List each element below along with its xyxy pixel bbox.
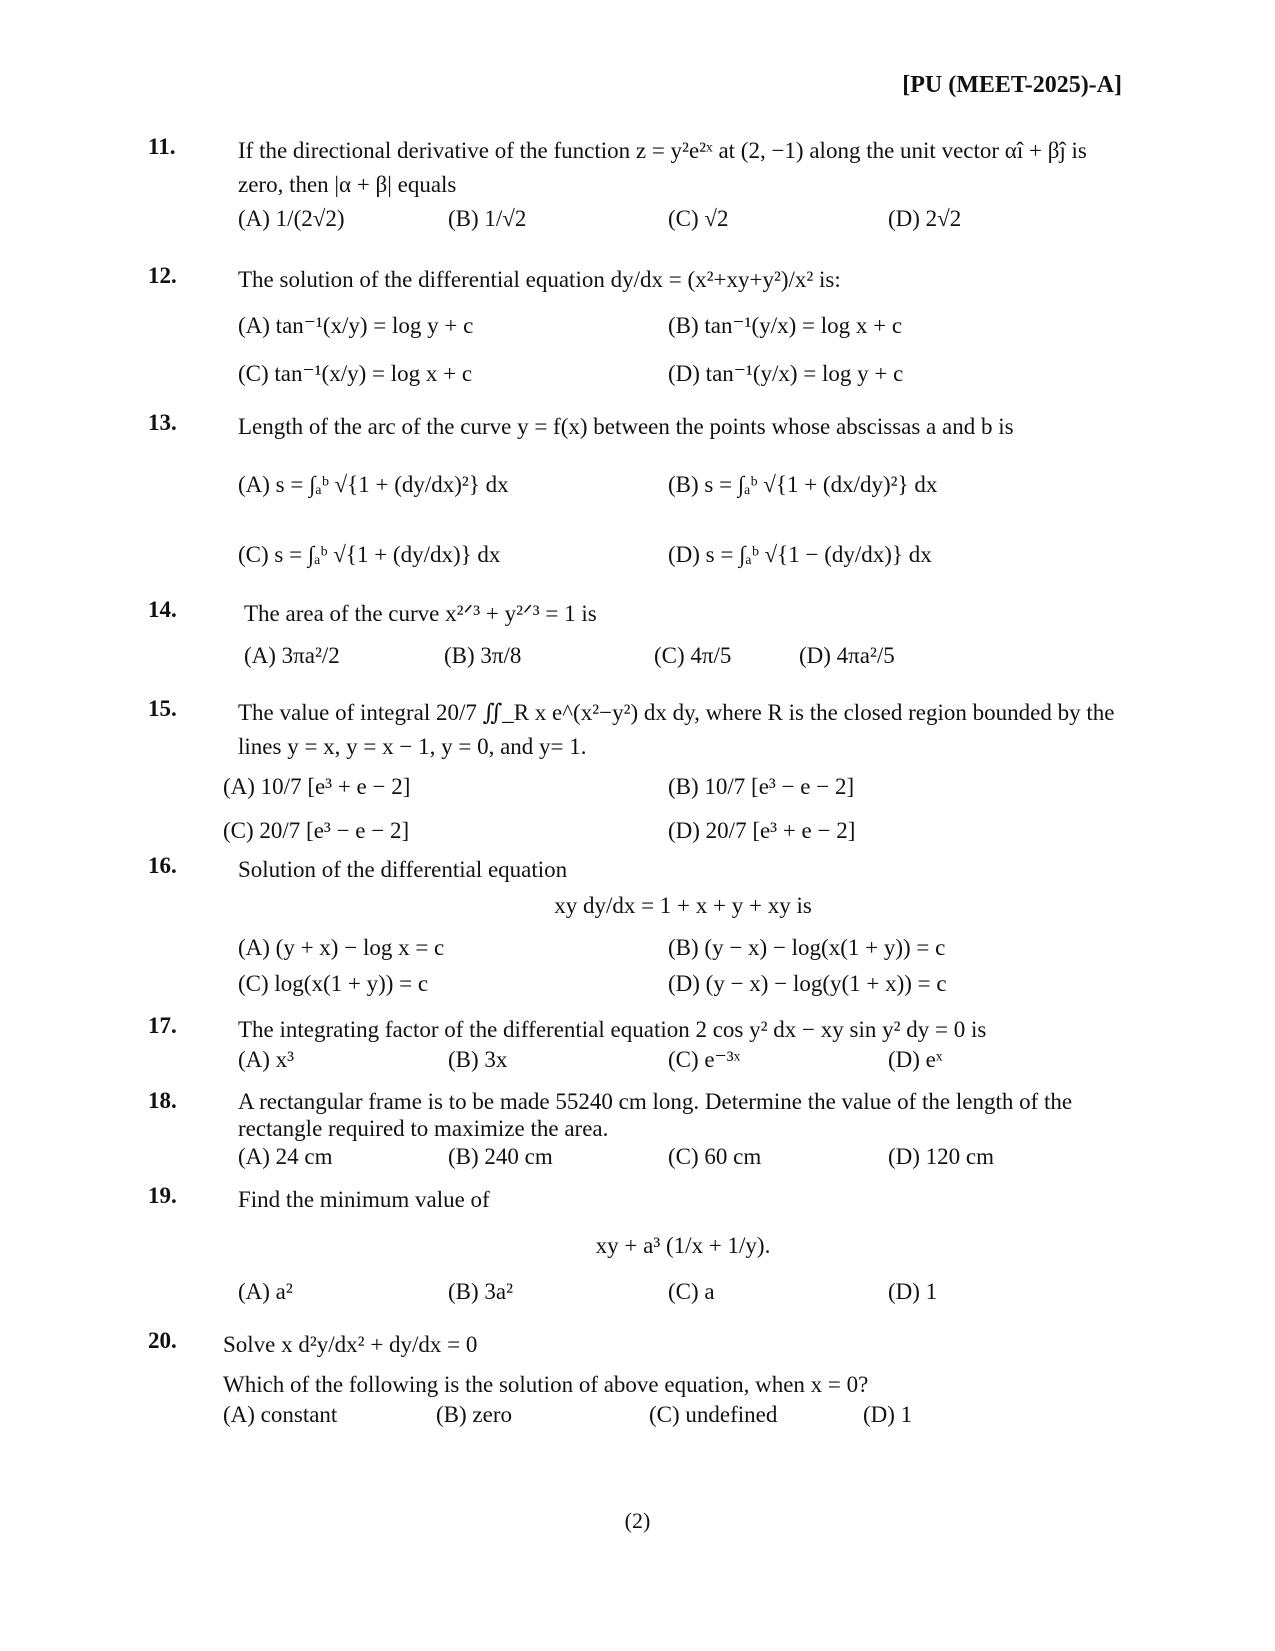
question-text: The solution of the differential equation dy/dx = (x²+xy+y²)/x² is:	[238, 267, 841, 292]
question-text: The area of the curve x²ᐟ³ + y²ᐟ³ = 1 is	[244, 601, 597, 626]
option-b[interactable]: (B) 1/√2	[448, 206, 527, 231]
option-d[interactable]: (D) 120 cm	[888, 1144, 995, 1169]
option-c[interactable]: (C) 60 cm	[668, 1144, 762, 1169]
question-number: 13.	[148, 410, 177, 435]
option-b[interactable]: (B) 10/7 [e³ − e − 2]	[668, 774, 855, 799]
option-c[interactable]: (C) 20/7 [e³ − e − 2]	[223, 818, 410, 843]
question-text: A rectangular frame is to be made 55240 cm long. Determine the value of the length of the rectangle required to maximize the area.	[238, 1089, 1073, 1141]
option-b[interactable]: (B) (y − x) − log(x(1 + y)) = c	[668, 935, 946, 960]
option-a[interactable]: (A) 1/(2√2)	[238, 206, 345, 231]
option-b[interactable]: (B) 3x	[448, 1047, 508, 1072]
question-text: Solve x d²y/dx² + dy/dx = 0	[223, 1332, 478, 1357]
page-number: (2)	[624, 1508, 651, 1533]
question-number: 11.	[148, 134, 176, 159]
paper-code-header: [PU (MEET-2025)-A]	[902, 72, 1122, 98]
option-d[interactable]: (D) s = ∫ₐᵇ √{1 − (dy/dx)} dx	[668, 542, 932, 567]
option-c[interactable]: (C) √2	[668, 206, 729, 231]
question-text: If the directional derivative of the function z = y²e²ˣ at (2, −1) along the unit vector αî + βĵ is zero, then |α + β| equals	[238, 138, 1087, 197]
question-number: 15.	[148, 696, 177, 721]
question-text: The integrating factor of the differential equation 2 cos y² dx − xy sin y² dy = 0 is	[238, 1017, 987, 1042]
question-text: Find the minimum value of	[238, 1187, 490, 1212]
option-c[interactable]: (C) a	[668, 1279, 715, 1304]
option-c[interactable]: (C) 4π/5	[654, 643, 732, 668]
option-a[interactable]: (A) constant	[223, 1402, 338, 1427]
option-b[interactable]: (B) 3a²	[448, 1279, 514, 1304]
option-a[interactable]: (A) 10/7 [e³ + e − 2]	[223, 774, 411, 799]
option-d[interactable]: (D) 4πa²/5	[799, 643, 895, 668]
question-subtext: Which of the following is the solution of above equation, when x = 0?	[223, 1372, 869, 1397]
question-number: 18.	[148, 1088, 177, 1113]
question-text: Length of the arc of the curve y = f(x) between the points whose abscissas a and b is	[238, 414, 1014, 439]
option-d[interactable]: (D) 1	[863, 1402, 913, 1427]
option-d[interactable]: (D) 2√2	[888, 206, 962, 231]
option-d[interactable]: (D) eˣ	[888, 1047, 943, 1072]
question-number: 20.	[148, 1328, 177, 1353]
option-a[interactable]: (A) 3πa²/2	[244, 643, 340, 668]
question-text: Solution of the differential equation	[238, 857, 568, 882]
option-d[interactable]: (D) tan⁻¹(y/x) = log y + c	[668, 361, 904, 386]
question-number: 19.	[148, 1183, 177, 1208]
display-equation: xy dy/dx = 1 + x + y + xy is	[554, 893, 812, 918]
question-number: 16.	[148, 853, 177, 878]
question-text: The value of integral 20/7 ∬_R x e^(x²−y²) dx dy, where R is the closed region bounded by the lines y = x, y = x − 1, y = 0, and y= 1.	[238, 700, 1115, 759]
option-d[interactable]: (D) (y − x) − log(y(1 + x)) = c	[668, 971, 947, 996]
option-a[interactable]: (A) x³	[238, 1047, 295, 1072]
option-d[interactable]: (D) 1	[888, 1279, 938, 1304]
display-equation: xy + a³ (1/x + 1/y).	[595, 1233, 771, 1258]
question-number: 12.	[148, 263, 177, 288]
option-c[interactable]: (C) log(x(1 + y)) = c	[238, 971, 429, 996]
option-d[interactable]: (D) 20/7 [e³ + e − 2]	[668, 818, 856, 843]
option-a[interactable]: (A) tan⁻¹(x/y) = log y + c	[238, 313, 474, 338]
option-a[interactable]: (A) a²	[238, 1279, 293, 1304]
option-c[interactable]: (C) undefined	[649, 1402, 778, 1427]
option-b[interactable]: (B) 3π/8	[444, 643, 522, 668]
option-b[interactable]: (B) 240 cm	[448, 1144, 553, 1169]
option-c[interactable]: (C) s = ∫ₐᵇ √{1 + (dy/dx)} dx	[238, 542, 501, 567]
option-a[interactable]: (A) (y + x) − log x = c	[238, 935, 445, 960]
option-b[interactable]: (B) tan⁻¹(y/x) = log x + c	[668, 313, 903, 338]
option-a[interactable]: (A) s = ∫ₐᵇ √{1 + (dy/dx)²} dx	[238, 472, 509, 497]
option-c[interactable]: (C) tan⁻¹(x/y) = log x + c	[238, 361, 473, 386]
option-b[interactable]: (B) s = ∫ₐᵇ √{1 + (dx/dy)²} dx	[668, 472, 938, 497]
question-number: 14.	[148, 597, 177, 622]
option-b[interactable]: (B) zero	[436, 1402, 512, 1427]
question-number: 17.	[148, 1013, 177, 1038]
option-a[interactable]: (A) 24 cm	[238, 1144, 333, 1169]
option-c[interactable]: (C) e⁻³ˣ	[668, 1047, 741, 1072]
